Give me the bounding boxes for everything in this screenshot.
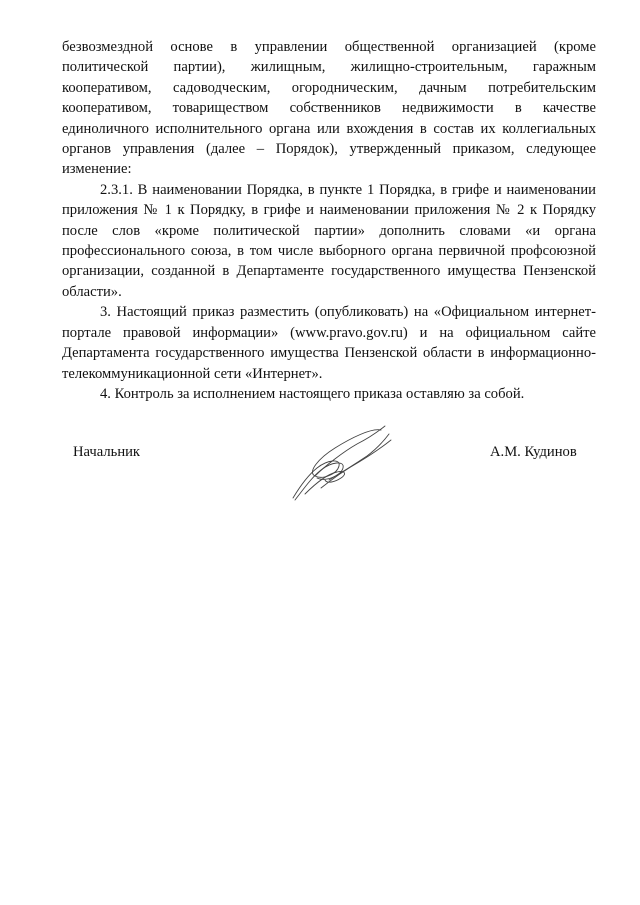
document-body xyxy=(62,37,596,404)
paragraph-continuation: безвозмездной основе в управлении общественной организацией (кроме политической партии), жилищным, жилищно-строительным, гаражным кооперативом, садоводческим, огородническим, дачным потребительским кооперативом, товариществом собственников недвижимости в качестве единоличного исполнительного органа или вхождения в состав их коллегиальных органов управления (далее – Порядок), утвержденный приказом, следующее изменение: xyxy=(62,39,596,178)
paragraph-4: 4. Контроль за исполнением настоящего приказа оставляю за собой. xyxy=(100,385,525,402)
paragraph-3: 3. Настоящий приказ разместить (опубликовать) на «Официальном интернет-портале правовой информации» (www.pravo.gov.ru) и на официальном сайте Департамента государственного имущества Пензенской области в информационно-телекоммуникационной сети «Интернет». xyxy=(62,304,596,382)
signatory-name: А.М. Кудинов xyxy=(490,444,577,460)
signatory-position: Начальник xyxy=(73,444,141,460)
handwritten-signature-icon xyxy=(285,418,395,504)
paragraph-2-3-1: 2.3.1. В наименовании Порядка, в пункте 1 Порядка, в грифе и наименовании приложения № 1 к Порядку, в грифе и наименовании приложения № 2 к Порядку после слов «кроме политической партии» дополнить словами «и органа профессионального союза, в том числе выборного органа первичной профсоюзной организации, созданной в Департаменте государственного имущества Пензенской области». xyxy=(62,181,596,300)
